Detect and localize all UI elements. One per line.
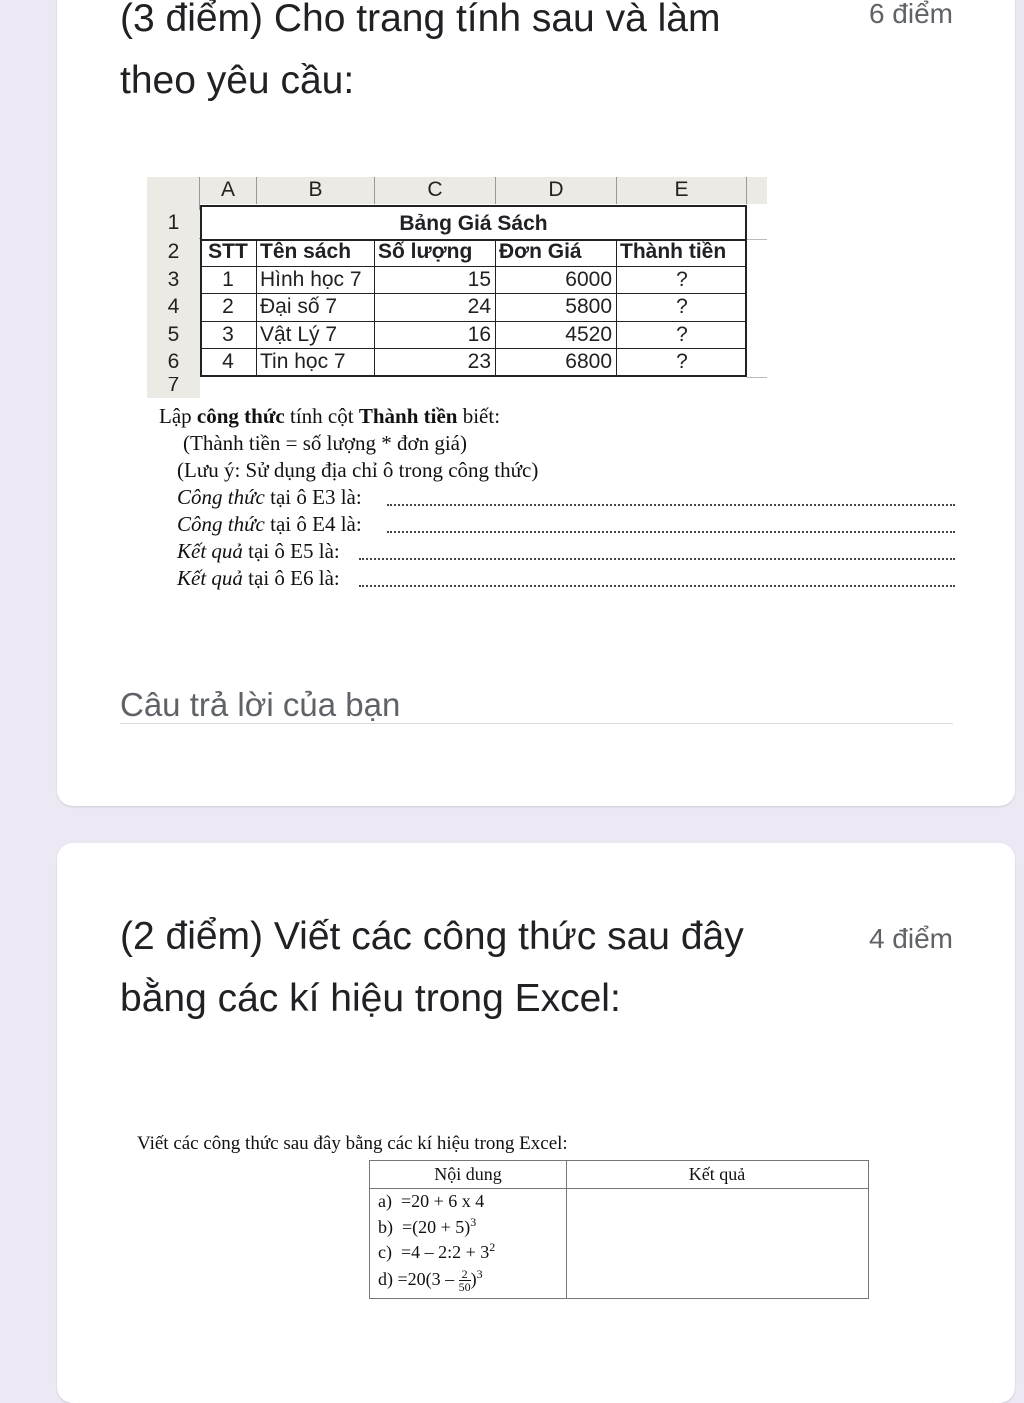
row-number-6: 6 (147, 349, 200, 377)
sheet-title: Bảng Giá Sách (200, 205, 747, 239)
formula-e3-line: Công thức tại ô E3 là: (177, 485, 362, 509)
col-header-a: A (200, 177, 257, 204)
grid-line (747, 377, 767, 378)
answer-underline (120, 723, 953, 724)
row-number-3: 3 (147, 267, 200, 294)
cell-thanh-tien: ? (617, 322, 747, 349)
header-stt: STT (200, 239, 257, 267)
cell-ten-sach: Tin học 7 (257, 349, 375, 377)
question-title: (2 điểm) Viết các công thức sau đây bằng các kí hiệu trong Excel: (120, 915, 744, 1020)
instruction-line-2: (Thành tiền = số lượng * đơn giá) (183, 431, 467, 455)
row-number-2: 2 (147, 239, 200, 267)
formula-b: $b) =(20 + 5)^3$ (378, 1215, 477, 1237)
result-e5-line: Kết quả tại ô E5 là: (177, 539, 340, 563)
formula-caption: Viết các công thức sau đây bằng các kí hiệu trong Excel: (137, 1133, 568, 1154)
cell-stt: 3 (200, 322, 257, 349)
cell-so-luong: 16 (375, 322, 496, 349)
header-thanh-tien: Thành tiền (617, 239, 747, 267)
cell-ten-sach: Hình học 7 (257, 267, 375, 294)
cell-don-gia: 6000 (496, 267, 617, 294)
header-ket-qua: Kết quả (688, 1164, 746, 1184)
header-so-luong: Số lượng (375, 239, 496, 267)
col-header-c: C (375, 177, 496, 204)
cell-thanh-tien: ? (617, 294, 747, 322)
formula-e4-line: Công thức tại ô E4 là: (177, 512, 362, 536)
cell-so-luong: 23 (375, 349, 496, 377)
col-header-d: D (496, 177, 617, 204)
answer-dots (387, 504, 955, 506)
cell-thanh-tien: ? (617, 267, 747, 294)
formula-a: a) =20 + 6 x 4 (378, 1191, 485, 1211)
formula-table (369, 1160, 869, 1299)
formula-c: c) =4 – 2:2 + $3^2$ (378, 1240, 496, 1262)
row-divider (370, 1188, 868, 1189)
col-header-b: B (257, 177, 375, 204)
formula-d: d) =20(3 – $\frac{2}{50}$ )$^3$ (378, 1267, 483, 1295)
row-number-4: 4 (147, 294, 200, 322)
col-header-e: E (617, 177, 747, 204)
cell-stt: 4 (200, 349, 257, 377)
answer-dots (387, 531, 955, 533)
result-e6-line: Kết quả tại ô E6 là: (177, 566, 340, 590)
row-number-5: 5 (147, 322, 200, 349)
cell-don-gia: 5800 (496, 294, 617, 322)
grid-line (747, 239, 767, 240)
cell-don-gia: 6800 (496, 349, 617, 377)
cell-stt: 2 (200, 294, 257, 322)
answer-dots (359, 558, 955, 560)
question-card-1 (57, 0, 1015, 806)
question-title: (3 điểm) Cho trang tính sau và làm theo yêu cầu: (120, 0, 721, 102)
cell-ten-sach: Đại số 7 (257, 294, 375, 322)
cell-don-gia: 4520 (496, 322, 617, 349)
cell-so-luong: 24 (375, 294, 496, 322)
row-number-1: 1 (147, 210, 200, 238)
header-ten-sach: Tên sách (257, 239, 375, 267)
cell-so-luong: 15 (375, 267, 496, 294)
question-points: 4 điểm (868, 923, 953, 954)
cell-ten-sach: Vật Lý 7 (257, 322, 375, 349)
spreadsheet-image (147, 177, 767, 398)
header-noi-dung: Nội dung (434, 1164, 502, 1184)
cell-thanh-tien: ? (676, 350, 688, 373)
instruction-line-1: Lập công thức tính cột Thành tiền biết: (159, 404, 501, 428)
answer-dots (359, 585, 955, 587)
question-points: 6 điểm (868, 0, 953, 29)
header-don-gia: Đơn Giá (496, 239, 617, 267)
instruction-line-3: (Lưu ý: Sử dụng địa chỉ ô trong công thức) (177, 458, 539, 482)
question-card-2 (57, 843, 1015, 1403)
cell-stt: 1 (200, 267, 257, 294)
row-number-7: 7 (147, 377, 200, 398)
answer-input[interactable]: Câu trả lời của bạn (120, 686, 401, 723)
